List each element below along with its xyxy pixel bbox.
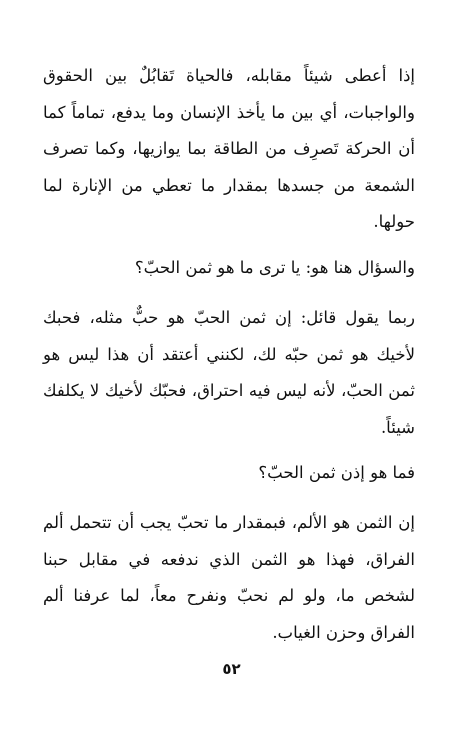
paragraph-2: ربما يقول قائل: إن ثمن الحبّ هو حبٌّ مثله، فحبك لأخيك هو ثمن حبّه لك، لكنني أعتقد أن هذا ليس هو ثمن الحبّ، لأنه ليس فيه احتراق، فحبّك لأخيك لا يكلفك شيئاً. (43, 308, 415, 437)
question-1: والسؤال هنا هو: يا ترى ما هو ثمن الحبّ؟ (134, 258, 415, 277)
page-number: ٥٢ (222, 660, 241, 678)
question-2: فما هو إذن ثمن الحبّ؟ (258, 463, 415, 482)
paragraph-1: إذا أعطى شيئاً مقابله، فالحياة تَقابُلٌ بين الحقوق والواجبات، أي بين ما يأخذ الإنسان وما يدفع، تماماً كما أن الحركة تَصرِف من الطاقة بما يوازيها، وكما تصرف الشمعة من جسدها بمقدار ما تعطي من الإنارة لما حولها. (43, 66, 415, 231)
paragraph-3: إن الثمن هو الألم، فبمقدار ما تحبّ يجب أن تتحمل ألم الفراق، فهذا هو الثمن الذي ندفعه في مقابل حبنا لشخص ما، ولو لم نحبّ ونفرح معاً، لما عرفنا ألم الفراق وحزن الغياب. (43, 513, 415, 642)
